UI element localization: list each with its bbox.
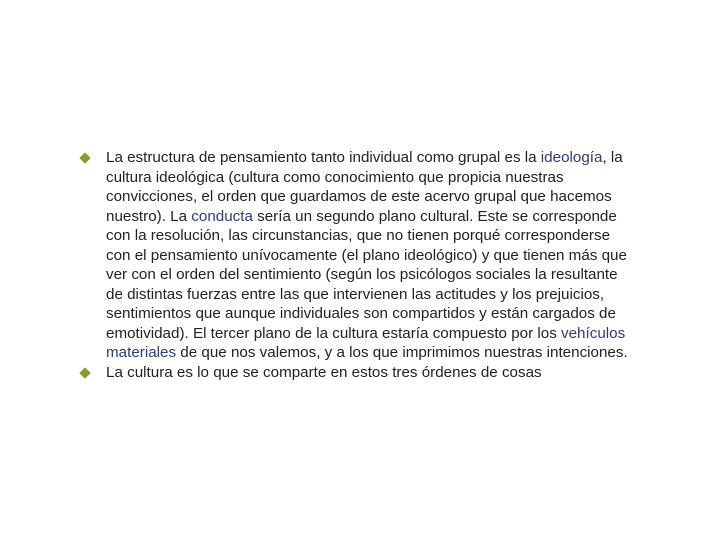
highlight-term-vehiculos-materiales: vehículos materiales: [106, 324, 626, 361]
diamond-bullet-icon: [79, 152, 90, 163]
bullet-text-part: de que nos valemos, y a los que imprimimos nuestras intenciones.: [176, 344, 628, 361]
bullet-text-part: La estructura de pensamiento tanto individual como grupal es la: [106, 149, 541, 166]
bullet-item-1: [78, 148, 638, 363]
diamond-bullet-icon: [79, 367, 90, 378]
bullet-list: [78, 148, 638, 382]
bullet-text-part: sería un segundo plano cultural. Este se corresponde con la resolución, las circunstancias, que no tienen porqué corresponderse con el pensamiento unívocamente (el plano ideológico) y que tienen más que ver con el orden del sentimiento (según los psicólogos sociales la resultante de distintas fuerzas entre las que intervienen las actitudes y los prejuicios, sentimientos que aunque individuales son compartidos y están cargados de emotividad). El tercer plano de la cultura estaría compuesto por los: [106, 207, 627, 342]
bullet-item-2: [78, 363, 638, 383]
bullet-text: La cultura es lo que se comparte en estos tres órdenes de cosas: [106, 363, 542, 381]
highlight-term-conducta: conducta: [191, 207, 253, 225]
highlight-term-ideologia: ideología: [540, 149, 603, 166]
bullet-text-part: , la cultura ideológica (cultura como conocimiento que propicia nuestras convicciones, el orden que guardamos de este acervo grupal que hacemos nuestro). La: [106, 149, 623, 225]
